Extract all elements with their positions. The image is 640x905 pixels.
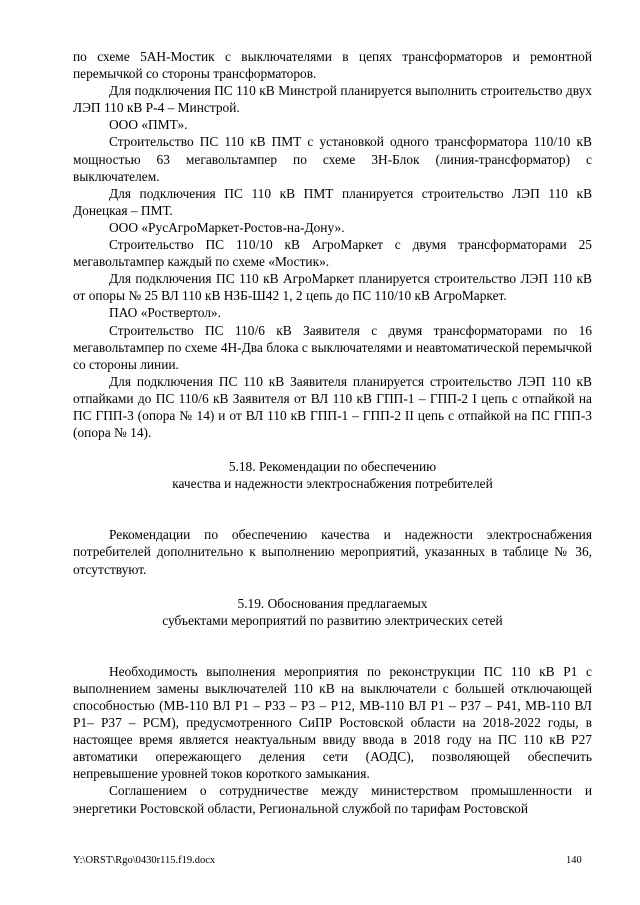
page-content bbox=[73, 48, 592, 817]
section-heading-518-line2: качества и надежности электроснабжения потребителей bbox=[172, 476, 493, 492]
paragraph: Строительство ПС 110 кВ ПМТ с установкой одного трансформатора 110/10 кВ мощностью 63 мегавольтампер по схеме 3Н-Блок (линия-трансформатор) с выключателем. bbox=[73, 134, 592, 184]
section-heading-518-line1: 5.18. Рекомендации по обеспечению bbox=[228, 459, 437, 475]
section-519-body-continued: Соглашением о сотрудничестве между министерством промышленности и энергетики Ростовской области, Региональной службой по тарифам Ростовской bbox=[73, 783, 592, 816]
paragraph: Для подключения ПС 110 кВ Заявителя планируется строительство ЛЭП 110 кВ отпайками до ПС 110/6 кВ Заявителя от ВЛ 110 кВ ГПП-1 – ГПП-2 I цепь с отпайкой на ПС ГПП-3 (опора № 14) и от ВЛ 110 кВ ГПП-1 – ГПП-2 II цепь с отпайкой на ПС ГПП-3 (опора № 14). bbox=[73, 373, 592, 441]
paragraph: Для подключения ПС 110 кВ ПМТ планируется строительство ЛЭП 110 кВ Донецкая – ПМТ. bbox=[73, 185, 592, 218]
paragraph: Для подключения ПС 110 кВ Минстрой планируется выполнить строительство двух ЛЭП 110 кВ Р-4 – Минстрой. bbox=[73, 83, 592, 116]
paragraph: Строительство ПС 110/10 кВ АгроМаркет с двумя трансформаторами 25 мегавольтампер каждый по схеме «Мостик». bbox=[73, 237, 592, 270]
section-518-body: Рекомендации по обеспечению качества и надежности электроснабжения потребителей дополнительно к выполнению мероприятий, указанных в таблице № 36, отсутствуют. bbox=[73, 527, 592, 577]
section-heading-519-line2: субъектами мероприятий по развитию электрических сетей bbox=[162, 612, 503, 628]
paragraph: Строительство ПС 110/6 кВ Заявителя с двумя трансформаторами по 16 мегавольтампер по схеме 4Н-Два блока с выключателями и неавтоматической перемычкой со стороны линии. bbox=[73, 322, 592, 372]
company-name: ООО «РусАгроМаркет-Ростов-на-Дону». bbox=[109, 219, 345, 235]
company-name: ПАО «Роствертол». bbox=[109, 305, 221, 321]
paragraph: Для подключения ПС 110 кВ АгроМаркет планируется строительство ЛЭП 110 кВ от опоры № 25 ВЛ 110 кВ НЗБ-Ш42 1, 2 цепь до ПС 110/10 кВ АгроМаркет. bbox=[73, 271, 592, 304]
section-heading-519-line1: 5.19. Обоснования предлагаемых bbox=[237, 595, 428, 611]
company-name: ООО «ПМТ». bbox=[109, 117, 188, 133]
page-number: 140 bbox=[566, 855, 582, 866]
footer-file-path: Y:\ORST\Rgo\0430r115.f19.docx bbox=[73, 855, 216, 866]
paragraph: по схеме 5АН-Мостик с выключателями в цепях трансформаторов и ремонтной перемычкой со стороны трансформаторов. bbox=[73, 49, 592, 82]
section-519-body: Необходимость выполнения мероприятия по реконструкции ПС 110 кВ Р1 с выполнением замены выключателей 110 кВ на выключатели с большей отключающей способностью (МВ-110 ВЛ Р1 – Р33 – Р3 – Р12, МВ-110 ВЛ Р1 – Р37 – Р41, МВ-110 ВЛ Р1– Р37 – РСМ), предусмотренного СиПР Ростовской области на 2018-2022 годы, в настоящее время является неактуальным ввиду ввода в 2018 году на ПС 110 кВ Р27 автоматики опережающего деления сети (АОДС), позволяющей обеспечить непревышение уровней токов короткого замыкания. bbox=[73, 663, 592, 782]
